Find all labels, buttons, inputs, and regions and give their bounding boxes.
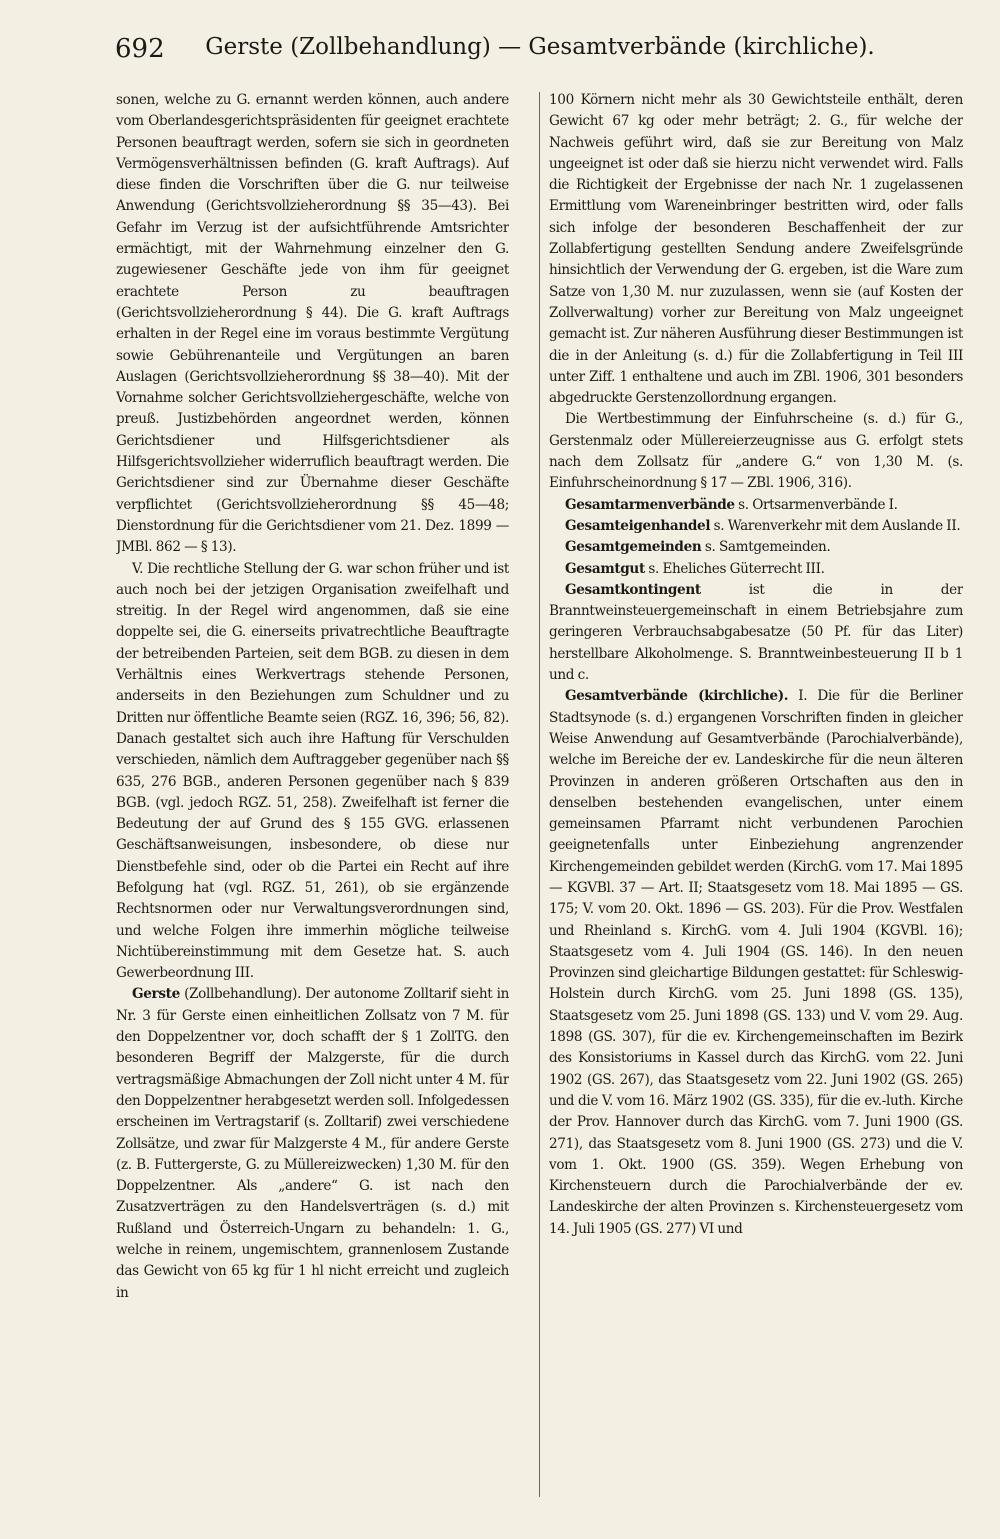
- entry-headword: Gesamtarmenverbände: [565, 496, 735, 513]
- entry-gesamtarmenverbaende: [549, 495, 963, 516]
- entry-text: s. Eheliches Güterrecht III.: [644, 560, 825, 577]
- entry-headword: Gesamtgut: [565, 560, 645, 577]
- entry-gesamtgemeinden: [549, 537, 963, 558]
- paragraph: 100 Körnern nicht mehr als 30 Gewichtsteile enthält, deren Gewicht 67 kg oder mehr beträgt; 2. G., für welche der Nachweis geführt wird, daß sie zur Bereitung von Malz ungeeignet ist oder daß sie hierzu nicht verwendet wird. Falls die Richtigkeit der Ergebnisse der nach Nr. 1 zugelassenen Ermittlung vom Wareneinbringer bestritten wird, oder falls sich infolge der besonderen Beschaffenheit der zur Zollabfertigung gestellten Sendung andere Zweifelsgründe hinsichtlich der Verwendung der G. ergeben, ist die Ware zum Satze von 1,30 M. nur zuzulassen, wenn sie (auf Kosten der Zollverwaltung) vorher zur Bereitung von Malz ungeeignet gemacht ist. Zur näheren Ausführung dieser Bestimmungen ist die in der Anleitung (s. d.) für die Zollabfertigung in Teil III unter Ziff. 1 enthaltene und auch im ZBl. 1906, 301 besonders abgedruckte Gerstenzollordnung ergangen.: [549, 92, 963, 407]
- entry-gesamtverbaende: [549, 686, 963, 1240]
- entry-headword: Gesamtkontingent: [565, 581, 701, 598]
- entry-gesamtkontingent: [549, 580, 963, 686]
- entry-gerste: [116, 984, 509, 1303]
- entry-text: I. Die für die Berliner Stadtsynode (s. d.) ergangenen Vorschriften finden in gleicher Weise Anwendung auf Gesamtverbände (Parochialverbände), welche im Bereiche der ev. Landeskirche für die neun älteren Provinzen in anderen größeren Ortschaften aus den in denselben bestehenden evangelischen, unter einem gemeinsamen Pfarramt nicht verbundenen Parochien geeignetenfalls unter Einbeziehung angrenzender Kirchengemeinden gebildet werden (KirchG. vom 17. Mai 1895 — KGVBl. 37 — Art. II; Staatsgesetz vom 18. Mai 1895 — GS. 175; V. vom 20. Okt. 1896 — GS. 203). Für die Prov. Westfalen und Rheinland s. KirchG. vom 4. Juli 1904 (KGVBl. 16); Staatsgesetz vom 4. Juli 1904 (GS. 146). In den neuen Provinzen sind gleichartige Bildungen gestattet: für Schleswig-Holstein durch KirchG. vom 25. Juni 1898 (GS. 135), Staatsgesetz vom 25. Juni 1898 (GS. 133) und V. vom 29. Aug. 1898 (GS. 307), für die ev. Kirchengemeinschaften im Bezirk des Konsistoriums in Kassel durch das KirchG. vom 22. Juni 1902 (GS. 267), das Staatsgesetz vom 22. Juni 1902 (GS. 265) und die V. vom 16. März 1902 (GS. 335), für die ev.-luth. Kirche der Prov. Hannover durch das KirchG. vom 7. Juni 1900 (GS. 271), das Staatsgesetz vom 8. Juni 1900 (GS. 273) und die V. vom 1. Okt. 1900 (GS. 359). Wegen Erhebung von Kirchensteuern durch die Parochialverbände der ev. Landeskirche der alten Provinzen s. Kirchensteuergesetz vom 14. Juli 1905 (GS. 277) VI und: [549, 688, 963, 1237]
- right-column: [549, 90, 963, 1510]
- running-title: Gerste (Zollbehandlung) — Gesamtverbände (kirchliche).: [205, 34, 875, 60]
- entry-text: s. Warenverkehr mit dem Auslande II.: [710, 517, 961, 534]
- entry-headword: Gerste: [132, 986, 180, 1003]
- entry-text: (Zollbehandlung). Der autonome Zolltarif sieht in Nr. 3 für Gerste einen einheitlichen Zollsatz von 7 M. für den Doppelzentner vor, doch schafft der § 1 ZollTG. den besonderen Begriff der Malzgerste, für die durch vertragsmäßige Abmachungen der Zoll nicht unter 4 M. für den Doppelzentner herabgesetzt werden soll. Infolgedessen erscheinen im Vertragstarif (s. Zolltarif) zwei verschiedene Zollsätze, und zwar für Malzgerste 4 M., für andere Gerste (z. B. Futtergerste, G. zu Müllereizwecken) 1,30 M. für den Doppelzentner. Als „andere“ G. ist nach den Zusatzverträgen zu den Handelsverträgen (s. d.) mit Rußland und Österreich-Ungarn zu behandeln: 1. G., welche in reinem, ungemischtem, grannenlosem Zustande das Gewicht von 65 kg für 1 hl nicht erreicht und zugleich in: [116, 986, 509, 1301]
- entry-headword: Gesamteigenhandel: [565, 517, 711, 534]
- paragraph: V. Die rechtliche Stellung der G. war schon früher und ist auch noch bei der jetzigen Organisation zweifelhaft und streitig. In der Regel wird angenommen, daß sie eine doppelte sei, die G. einerseits privatrechtliche Beauftragte der betreibenden Parteien, seit dem BGB. zu diesen in dem Verhältnis eines Werkvertrags stehende Personen, anderseits in den Beziehungen zum Schuldner und zu Dritten nur öffentliche Beamte seien (RGZ. 16, 396; 56, 82). Danach gestaltet sich auch ihre Haftung für Verschulden verschieden, nämlich dem Auftraggeber gegenüber nach §§ 635, 276 BGB., anderen Personen gegenüber nach § 839 BGB. (vgl. jedoch RGZ. 51, 258). Zweifelhaft ist ferner die Bedeutung der auf Grund des § 155 GVG. erlassenen Geschäftsanweisungen, insbesondere, ob diese nur Dienstbefehle sind, oder ob die Partei ein Recht auf ihre Befolgung hat (vgl. RGZ. 51, 261), ob sie ergänzende Rechtsnormen oder nur Verwaltungsverordnungen sind, und welche Folgen ihre immerhin mögliche teilweise Nichtübereinstimmung mit dem Gesetze hat. S. auch Gewerbeordnung III.: [116, 560, 509, 982]
- entry-text: ist die in der Branntweinsteuergemeinschaft in einem Betriebsjahre zum geringeren Verbrauchsabgabesatze (50 Pf. für das Liter) herstellbare Alkoholmenge. S. Branntweinbesteuerung II b 1 und c.: [549, 581, 963, 684]
- entry-gesamteigenhandel: [549, 516, 963, 537]
- entry-gesamtgut: [549, 559, 963, 580]
- entry-text: s. Samtgemeinden.: [701, 539, 831, 556]
- left-column: [116, 90, 509, 1510]
- entry-headword: Gesamtverbände (kirchliche).: [565, 688, 789, 705]
- entry-headword: Gesamtgemeinden: [565, 539, 702, 556]
- page-header: [115, 30, 965, 66]
- entry-text: s. Ortsarmenverbände I.: [734, 496, 898, 513]
- paragraph: Die Wertbestimmung der Einfuhrscheine (s. d.) für G., Gerstenmalz oder Müllereierzeugnisse aus G. erfolgt stets nach dem Zollsatz für „andere G.“ von 1,30 M. (s. Einfuhrscheinordnung § 17 — ZBl. 1906, 316).: [549, 411, 963, 492]
- page-number: 692: [115, 34, 165, 64]
- paragraph: sonen, welche zu G. ernannt werden können, auch andere vom Oberlandesgerichtspräsidenten für geeignet erachtete Personen beauftragt werden, sofern sie sich in geordneten Vermögensverhältnissen befinden (G. kraft Auftrags). Auf diese finden die Vorschriften über die G. nur teilweise Anwendung (Gerichtsvollzieherordnung §§ 35—43). Bei Gefahr im Verzug ist der aufsichtführende Amtsrichter ermächtigt, mit der Wahrnehmung einzelner den G. zugewiesener Geschäfte jede von ihm für geeignet erachtete Person zu beauftragen (Gerichtsvollzieherordnung § 44). Die G. kraft Auftrags erhalten in der Regel eine im voraus bestimmte Vergütung sowie Gebührenanteile und Vergütungen an baren Auslagen (Gerichtsvollzieherordnung §§ 38—40). Mit der Vornahme solcher Gerichtsvollziehergeschäfte, welche von preuß. Justizbehörden angeordnet werden, können Gerichtsdiener und Hilfsgerichtsdiener als Hilfsgerichtsvollzieher widerruflich beauftragt werden. Die Gerichtsdiener sind zur Übernahme dieser Geschäfte verpflichtet (Gerichtsvollzieherordnung §§ 45—48; Dienstordnung für die Gerichtsdiener vom 21. Dez. 1899 — JMBl. 862 — § 13).: [116, 92, 509, 556]
- column-divider: [539, 92, 540, 1497]
